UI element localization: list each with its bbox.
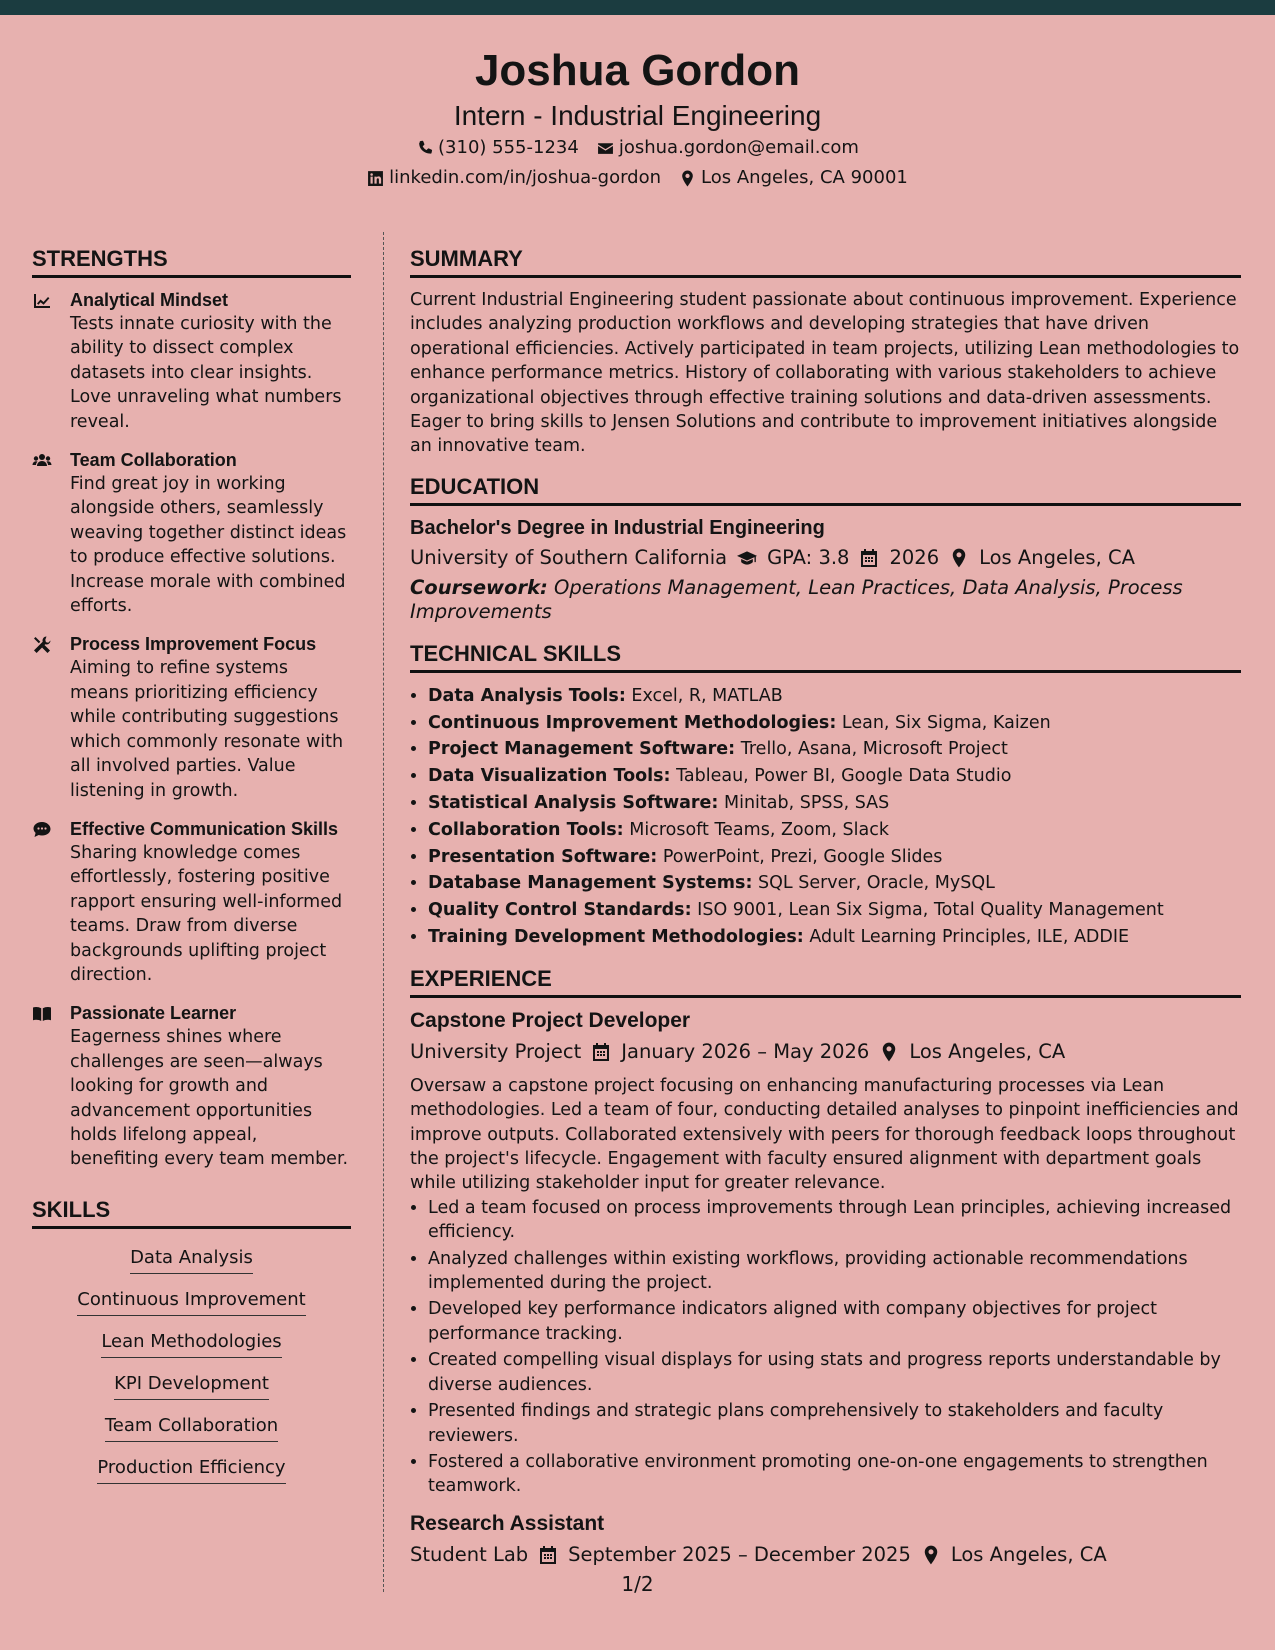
skills-heading: SKILLS — [32, 1196, 351, 1229]
tech-skill-value: Trello, Asana, Microsoft Project — [740, 739, 1008, 760]
phone-icon — [416, 140, 433, 157]
email-contact[interactable] — [597, 133, 859, 163]
list-item: • Fostered a collaborative environment promoting one-on-one engagements to strengthen teamwork. — [428, 1450, 1241, 1499]
tech-skill-label: Statistical Analysis Software: — [428, 793, 719, 814]
map-marker-icon — [921, 1545, 941, 1565]
list-item — [428, 870, 1241, 897]
list-item — [428, 844, 1241, 871]
school-location: Los Angeles, CA — [979, 545, 1135, 569]
skill-tag: Production Efficiency — [97, 1456, 285, 1484]
list-item — [428, 924, 1241, 951]
tech-skill-label: Project Management Software: — [428, 739, 736, 760]
job-org: University Project — [410, 1039, 582, 1063]
list-item: • Led a team focused on process improvements through Lean principles, achieving increased efficiency. — [428, 1196, 1241, 1245]
job-dates: September 2025 – December 2025 — [568, 1542, 911, 1566]
right-column — [410, 245, 1241, 1571]
job-entry — [410, 1509, 1241, 1571]
job-dates: January 2026 – May 2026 — [621, 1039, 870, 1063]
tech-skill-label: Presentation Software: — [428, 846, 658, 867]
tech-skill-label: Continuous Improvement Methodologies: — [428, 712, 837, 733]
strength-desc: Tests innate curiosity with the ability to dissect complex datasets into clear insights. Love unraveling what numbers reveal. — [70, 314, 342, 432]
coursework-list: Operations Management, Lean Practices, Data Analysis, Process Improvements — [410, 575, 1183, 623]
strength-title: Effective Communication Skills — [70, 818, 339, 839]
chart-line-icon — [32, 291, 52, 311]
skills-list — [32, 1239, 351, 1491]
list-item — [428, 763, 1241, 790]
tools-icon — [32, 635, 52, 655]
skill-tag: KPI Development — [114, 1372, 269, 1400]
users-icon — [32, 451, 52, 471]
tech-skill-value: ISO 9001, Lean Six Sigma, Total Quality Management — [697, 900, 1164, 921]
strength-item — [32, 1001, 351, 1171]
experience-heading: EXPERIENCE — [410, 965, 1241, 998]
strength-item — [32, 817, 351, 987]
job-title: Research Assistant — [410, 1511, 605, 1535]
map-marker-icon — [879, 1042, 899, 1062]
linkedin-contact[interactable] — [367, 163, 661, 193]
map-marker-icon — [949, 548, 969, 568]
strength-desc: Aiming to refine systems means prioritizing efficiency while contributing suggestions which commonly resonate with all involved parties. Value listening in growth. — [70, 658, 344, 801]
calendar-icon — [591, 1042, 611, 1062]
strength-title: Passionate Learner — [70, 1003, 237, 1024]
education-heading: EDUCATION — [410, 473, 1241, 506]
list-item — [428, 683, 1241, 710]
tech-skill-label: Data Analysis Tools: — [428, 685, 626, 706]
skill-tag: Lean Methodologies — [101, 1330, 281, 1358]
phone-number: (310) 555-1234 — [438, 137, 579, 158]
job-meta — [410, 1539, 1241, 1571]
candidate-role: Intern - Industrial Engineering — [453, 100, 822, 131]
graduation-cap-icon — [737, 548, 757, 568]
education-meta — [410, 542, 1241, 574]
strengths-heading: STRENGTHS — [32, 245, 351, 278]
contact-line-1 — [0, 133, 1275, 163]
job-title: Capstone Project Developer — [410, 1008, 691, 1032]
envelope-icon — [597, 140, 614, 157]
tech-skill-label: Database Management Systems: — [428, 873, 753, 894]
job-location: Los Angeles, CA — [950, 1542, 1107, 1566]
tech-skill-value: Minitab, SPSS, SAS — [724, 793, 890, 814]
calendar-icon — [859, 548, 879, 568]
strength-title: Process Improvement Focus — [70, 634, 317, 655]
school-name: University of Southern California — [410, 545, 728, 569]
tech-skill-value: Microsoft Teams, Zoom, Slack — [629, 819, 889, 840]
email-address[interactable]: joshua.gordon@email.com — [618, 137, 859, 158]
list-item: • Developed key performance indicators aligned with company objectives for project performance tracking. — [428, 1297, 1241, 1346]
list-item — [428, 817, 1241, 844]
summary-text: Current Industrial Engineering student passionate about continuous improvement. Experience includes analyzing production workflows and developing strategies that have driven operational efficiencies. Actively participated in team projects, utilizing Lean methodologies to enhance performance metrics. History of collaborating with various stakeholders to achieve organizational objectives through effective training solutions and data-driven assessments. Eager to bring skills to Jensen Solutions and contribute to improvement initiatives alongside an innovative team. — [410, 290, 1240, 457]
column-divider — [383, 232, 384, 1592]
list-item — [428, 710, 1241, 737]
skill-tag: Data Analysis — [130, 1246, 253, 1274]
strength-desc: Find great joy in working alongside others, seamlessly weaving together distinct ideas to produce effective solutions. Increase morale with combined efforts. — [70, 474, 347, 617]
gpa: GPA: 3.8 — [767, 545, 850, 569]
job-entry — [410, 1006, 1241, 1499]
list-item — [428, 897, 1241, 924]
tech-skill-label: Collaboration Tools: — [428, 819, 624, 840]
strength-item — [32, 448, 351, 618]
linkedin-icon — [367, 170, 384, 187]
page-number: 1/2 — [621, 1572, 654, 1596]
comment-icon — [32, 820, 52, 840]
calendar-icon — [538, 1545, 558, 1565]
book-icon — [32, 1004, 52, 1024]
degree-title: Bachelor's Degree in Industrial Engineering — [410, 516, 825, 539]
technical-skills-list — [410, 683, 1241, 951]
strength-item — [32, 632, 351, 802]
job-meta — [410, 1036, 1241, 1068]
tech-skill-value: PowerPoint, Prezi, Google Slides — [662, 846, 943, 867]
graduation-year: 2026 — [889, 545, 940, 569]
map-marker-icon — [679, 170, 696, 187]
strength-title: Team Collaboration — [70, 450, 237, 471]
list-item — [428, 736, 1241, 763]
tech-skill-label: Quality Control Standards: — [428, 900, 692, 921]
list-item: • Analyzed challenges within existing workflows, providing actionable recommendations implemented during the project. — [428, 1247, 1241, 1296]
coursework-label: Coursework: — [410, 575, 548, 599]
job-org: Student Lab — [410, 1542, 529, 1566]
job-bullets — [410, 1196, 1241, 1499]
tech-skill-value: SQL Server, Oracle, MySQL — [758, 873, 995, 894]
job-description: Oversaw a capstone project focusing on enhancing manufacturing processes via Lean methodologies. Led a team of four, conducting detailed analyses to pinpoint inefficiencies and improve outputs. Collaborated extensively with peers for thorough feedback loops throughout the project's lifecycle. Engagement with faculty ensured alignment with department goals while utilizing stakeholder input for greater relevance. — [410, 1075, 1239, 1194]
location-contact — [679, 163, 908, 193]
technical-skills-heading: TECHNICAL SKILLS — [410, 640, 1241, 673]
resume-header — [0, 15, 1275, 188]
top-bar — [0, 0, 1275, 15]
candidate-name: Joshua Gordon — [474, 46, 801, 95]
skill-tag: Continuous Improvement — [77, 1288, 305, 1316]
summary-heading: SUMMARY — [410, 245, 1241, 278]
left-column — [32, 245, 351, 1491]
tech-skill-value: Tableau, Power BI, Google Data Studio — [676, 766, 1012, 787]
location-text: Los Angeles, CA 90001 — [701, 167, 908, 188]
linkedin-url[interactable]: linkedin.com/in/joshua-gordon — [389, 167, 662, 188]
strength-desc: Sharing knowledge comes effortlessly, fostering positive rapport ensuring well-informed teams. Draw from diverse backgrounds uplifting project direction. — [70, 842, 343, 985]
skill-tag: Team Collaboration — [105, 1414, 278, 1442]
tech-skill-value: Excel, R, MATLAB — [631, 685, 783, 706]
contact-line-2 — [0, 163, 1275, 193]
job-location: Los Angeles, CA — [909, 1039, 1066, 1063]
tech-skill-label: Training Development Methodologies: — [428, 927, 804, 948]
tech-skill-value: Lean, Six Sigma, Kaizen — [841, 712, 1051, 733]
list-item: • Created compelling visual displays for using stats and progress reports understandable by diverse audiences. — [428, 1348, 1241, 1397]
list-item — [428, 790, 1241, 817]
list-item: • Presented findings and strategic plans comprehensively to stakeholders and faculty reviewers. — [428, 1399, 1241, 1448]
tech-skill-label: Data Visualization Tools: — [428, 766, 671, 787]
strength-desc: Eagerness shines where challenges are seen—always looking for growth and advancement opportunities holds lifelong appeal, benefiting every team member. — [70, 1027, 349, 1170]
strength-title: Analytical Mindset — [70, 290, 229, 310]
phone-contact — [416, 133, 579, 163]
tech-skill-value: Adult Learning Principles, ILE, ADDIE — [809, 927, 1130, 948]
coursework — [410, 576, 1241, 624]
strength-item — [32, 288, 351, 434]
